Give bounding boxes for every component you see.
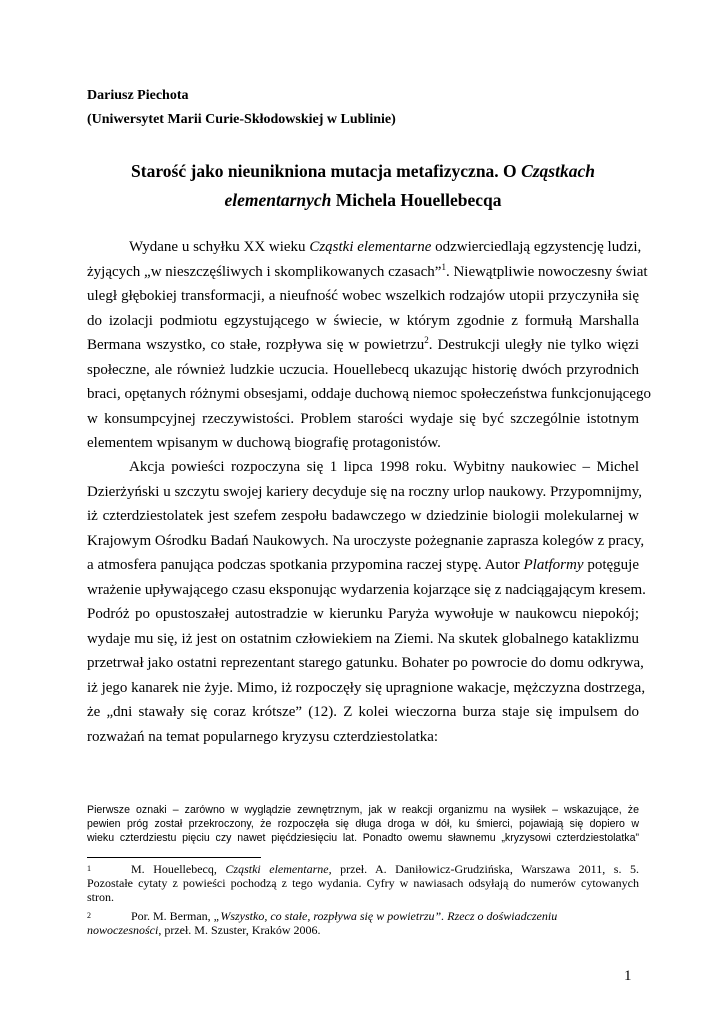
paragraph-2 [87, 455, 646, 749]
title-italic: elementarnych [224, 190, 332, 210]
footnote-line [87, 909, 639, 923]
paragraph-line: do izolacji podmiotu egzystującego w świecie, w którym zgodnie z formułą Marshalla [87, 312, 639, 329]
paragraph-line: uległ głębokiej transformacji, a nieufność wobec wszelkich rodzajów utopii przyczyniła się [87, 288, 639, 304]
author-name: Dariusz Piechota [87, 88, 189, 103]
article-title-line-2 [87, 192, 639, 210]
paragraph-line: przetrwał jako ostatni reprezentant starego gatunku. Bohater po powrocie do domu odkrywa, [87, 655, 644, 671]
paragraph-line: Dzierżyński u szczytu swojej kariery decyduje się na roczny urlop naukowy. Przypomnijmy, [87, 483, 642, 500]
article-title-line-1 [87, 163, 639, 181]
footnote-ref-1[interactable]: 1 [441, 261, 446, 272]
paragraph-line [87, 553, 639, 578]
text-run: . Destrukcji uległy nie tylko więzi [428, 337, 640, 353]
quote-line: pewien próg został przekroczony, że rozpoczęła się długa droga w dół, ku śmierci, pojawiają się dopiero w [87, 818, 639, 830]
text-run: Bermana wszystko, co stałe, rozpływa się w powietrzu [87, 337, 425, 353]
paragraph-line: społeczne, ale również ludzkie uczucia. Houellebecq ukazując historię dwóch przyrodnich [87, 361, 639, 378]
text-run: . Niewątpliwie nowoczesny świat [445, 263, 648, 280]
book-title: Cząstki elementarne [309, 239, 432, 255]
footnote-line [87, 923, 639, 937]
title-text: Michela Houellebecqa [331, 190, 502, 210]
footnote-separator [87, 857, 261, 858]
paragraph-line: braci, opętanych różnymi obsesjami, oddaje duchową niemoc społeczeństwa funkcjonującego [87, 386, 651, 402]
text-run: odzwierciedlają egzystencję ludzi, [431, 239, 642, 255]
paragraph-line: iż czterdziestolatek jest szefem zespołu badawczego w dziedzinie biologii molekularnej w [87, 508, 639, 524]
footnote-line: stron. [87, 890, 114, 904]
book-title: Cząstki elementarne, [225, 862, 332, 876]
paragraph-line: elementem wpisanym w duchową biografię protagonistów. [87, 435, 441, 451]
footnote-line: Pozostałe cytaty z powieści pochodzą z tego wydania. Cyfry w nawiasach odsyłają do numerów cytowanych [87, 876, 639, 890]
text-run: przeł. A. Daniłowicz-Grudzińska, Warszawa 2011, s. 5. [331, 862, 639, 876]
block-quote [87, 803, 639, 845]
footnote-marker: 2 [87, 911, 91, 920]
paragraph-line [87, 235, 642, 260]
paragraph-line: rozważań na temat popularnego kryzysu czterdziestolatka: [87, 728, 439, 745]
title-italic: Cząstkach [521, 161, 595, 181]
paragraph-line: wydaje mu się, iż jest on ostatnim człowiekiem na Ziemi. Na skutek globalnego kataklizmu [87, 630, 639, 647]
footnote-ref-2[interactable]: 2 [424, 335, 429, 345]
paragraph-line: Krajowym Ośrodku Badań Naukowych. Na uroczyste pożegnanie zaprasza kolegów z pracy, [87, 532, 645, 549]
text-run: potęguje [583, 557, 639, 573]
paragraph-line: że „dni stawały się coraz krótsze” (12). Z kolei wieczorna burza staje się impulsem do [87, 704, 639, 720]
paragraph-line: Akcja powieści rozpoczyna się 1 lipca 1998 roku. Wybitny naukowiec – Michel [129, 459, 639, 475]
footnote-marker: 1 [87, 864, 91, 873]
paragraph-1 [87, 235, 651, 456]
footnote-1 [87, 862, 639, 904]
text-run: żyjących „w nieszczęśliwych i skomplikowanych czasach” [87, 263, 442, 280]
footnote-2 [87, 909, 639, 937]
paragraph-line [87, 260, 648, 285]
quote-line: Pierwsze oznaki – zarówno w wyglądzie zewnętrznym, jak w reakcji organizmu na wysiłek – wskazujące, że [87, 804, 639, 816]
paragraph-line: w konsumpcyjnej rzeczywistości. Problem starości wydaje się być szczególnie istotnym [87, 410, 639, 427]
book-title: Platformy [523, 557, 584, 573]
text-run: Por. M. Berman, [131, 909, 214, 923]
title-text: Starość jako nieunikniona mutacja metafizyczna. O [131, 161, 522, 181]
book-title: nowoczesności [87, 923, 159, 937]
paragraph-line: iż jego kanarek nie żyje. Mimo, iż rozpoczęły się upragnione wakacje, mężczyzna dostrzega, [87, 679, 646, 696]
text-run: Wydane u schyłku XX wieku [129, 239, 310, 255]
author-affiliation: (Uniwersytet Marii Curie-Skłodowskiej w Lublinie) [87, 112, 396, 127]
quote-line: wieku czterdziestu pięciu czy nawet pięćdziesięciu lat. Ponadto owemu sławnemu „kryzysowi czterdziestolatka” [87, 832, 639, 844]
paragraph-line [87, 333, 639, 358]
paragraph-line: wrażenie upływającego czasu eksponując wydarzenia kojarzące się z nadciągającym kresem. [87, 581, 646, 598]
text-run: a atmosfera panująca podczas spotkania przypomina raczej stypę. Autor [87, 557, 524, 573]
paragraph-line: Podróż po opustoszałej autostradzie w kierunku Paryża wywołuje w naukowcu niepokój; [87, 606, 639, 622]
book-title: „Wszystko, co stałe, rozpływa się w powietrzu”. Rzecz o doświadczeniu [213, 909, 558, 923]
page-number: 1 [624, 968, 632, 984]
footnote-line [87, 862, 639, 876]
text-run: , przeł. M. Szuster, Kraków 2006. [158, 923, 321, 937]
text-run: M. Houellebecq, [131, 862, 226, 876]
